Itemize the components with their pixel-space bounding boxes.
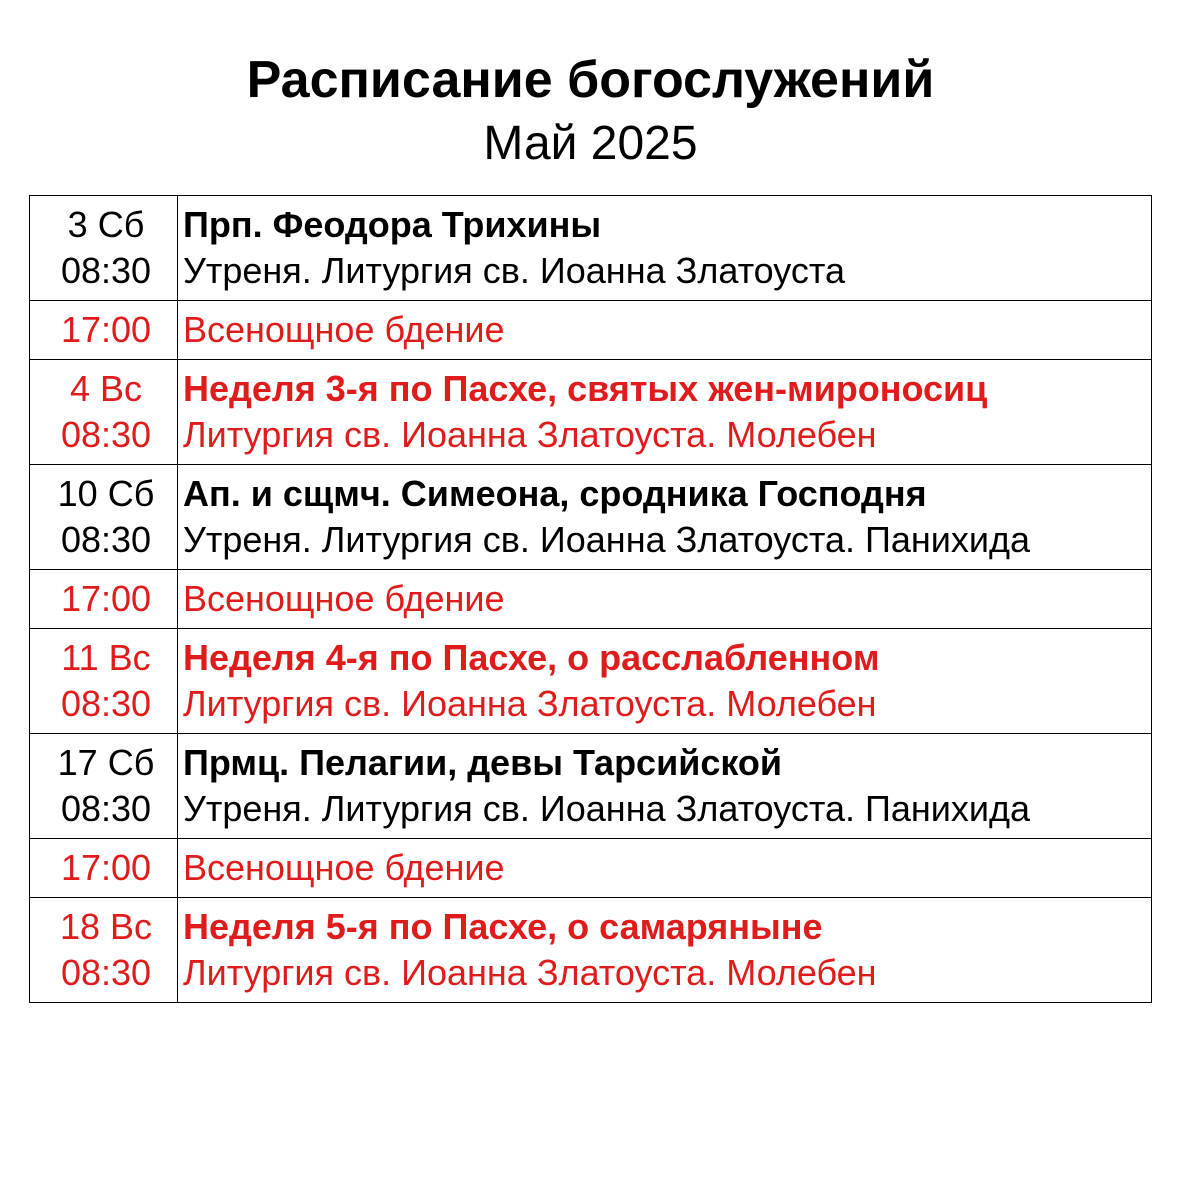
service-name: Литургия св. Иоанна Златоуста. Молебен <box>183 683 877 724</box>
service-cell <box>178 734 1152 839</box>
service-name: Всенощное бдение <box>183 309 505 350</box>
schedule-row <box>30 629 1152 734</box>
time-label: 17:00 <box>60 847 152 888</box>
service-cell <box>178 629 1152 734</box>
feast-title: Ап. и сщмч. Симеона, сродника Господня <box>183 473 927 514</box>
time-label: 08:30 <box>60 788 152 829</box>
time-label: 08:30 <box>60 952 152 993</box>
schedule-row <box>30 839 1152 898</box>
feast-title: Прмц. Пелагии, девы Тарсийской <box>183 742 783 783</box>
date-time-cell <box>30 465 178 570</box>
date-time-cell <box>30 196 178 301</box>
service-name: Всенощное бдение <box>183 578 505 619</box>
date-time-cell <box>30 570 178 629</box>
date-time-cell <box>30 839 178 898</box>
date-label: 10 Сб <box>57 473 155 514</box>
date-label: 3 Сб <box>67 204 145 245</box>
schedule-row <box>30 196 1152 301</box>
date-label: 11 Вс <box>61 637 151 678</box>
page-subtitle: Май 2025 <box>483 117 698 170</box>
service-name: Литургия св. Иоанна Златоуста. Молебен <box>183 414 877 455</box>
schedule-row <box>30 734 1152 839</box>
schedule-row <box>30 360 1152 465</box>
service-name: Утреня. Литургия св. Иоанна Златоуста. Панихида <box>183 788 1031 829</box>
feast-title: Прп. Феодора Трихины <box>183 204 602 245</box>
time-label: 08:30 <box>60 414 152 455</box>
schedule-row <box>30 465 1152 570</box>
schedule-row <box>30 570 1152 629</box>
time-label: 08:30 <box>60 683 152 724</box>
time-label: 17:00 <box>60 309 152 350</box>
date-label: 18 Вс <box>59 906 153 947</box>
feast-title: Неделя 3-я по Пасхе, святых жен-мироносиц <box>183 368 988 409</box>
service-cell <box>178 465 1152 570</box>
service-cell <box>178 570 1152 629</box>
service-cell <box>178 839 1152 898</box>
time-label: 17:00 <box>60 578 152 619</box>
date-label: 4 Вс <box>69 368 143 409</box>
service-cell <box>178 360 1152 465</box>
schedule-row <box>30 301 1152 360</box>
date-time-cell <box>30 629 178 734</box>
date-time-cell <box>30 734 178 839</box>
schedule-row <box>30 898 1152 1003</box>
date-time-cell <box>30 301 178 360</box>
schedule-table <box>29 195 1152 1003</box>
date-time-cell <box>30 360 178 465</box>
service-name: Всенощное бдение <box>183 847 505 888</box>
date-label: 17 Сб <box>57 742 155 783</box>
time-label: 08:30 <box>60 519 152 560</box>
feast-title: Неделя 4-я по Пасхе, о расслабленном <box>183 637 880 678</box>
time-label: 08:30 <box>60 250 152 291</box>
feast-title: Неделя 5-я по Пасхе, о самаряныне <box>183 906 823 947</box>
service-name: Утреня. Литургия св. Иоанна Златоуста. Панихида <box>183 519 1031 560</box>
service-cell <box>178 196 1152 301</box>
service-cell <box>178 898 1152 1003</box>
service-name: Литургия св. Иоанна Златоуста. Молебен <box>183 952 877 993</box>
service-cell <box>178 301 1152 360</box>
date-time-cell <box>30 898 178 1003</box>
service-name: Утреня. Литургия св. Иоанна Златоуста <box>183 250 845 291</box>
page-title: Расписание богослужений <box>246 51 935 109</box>
